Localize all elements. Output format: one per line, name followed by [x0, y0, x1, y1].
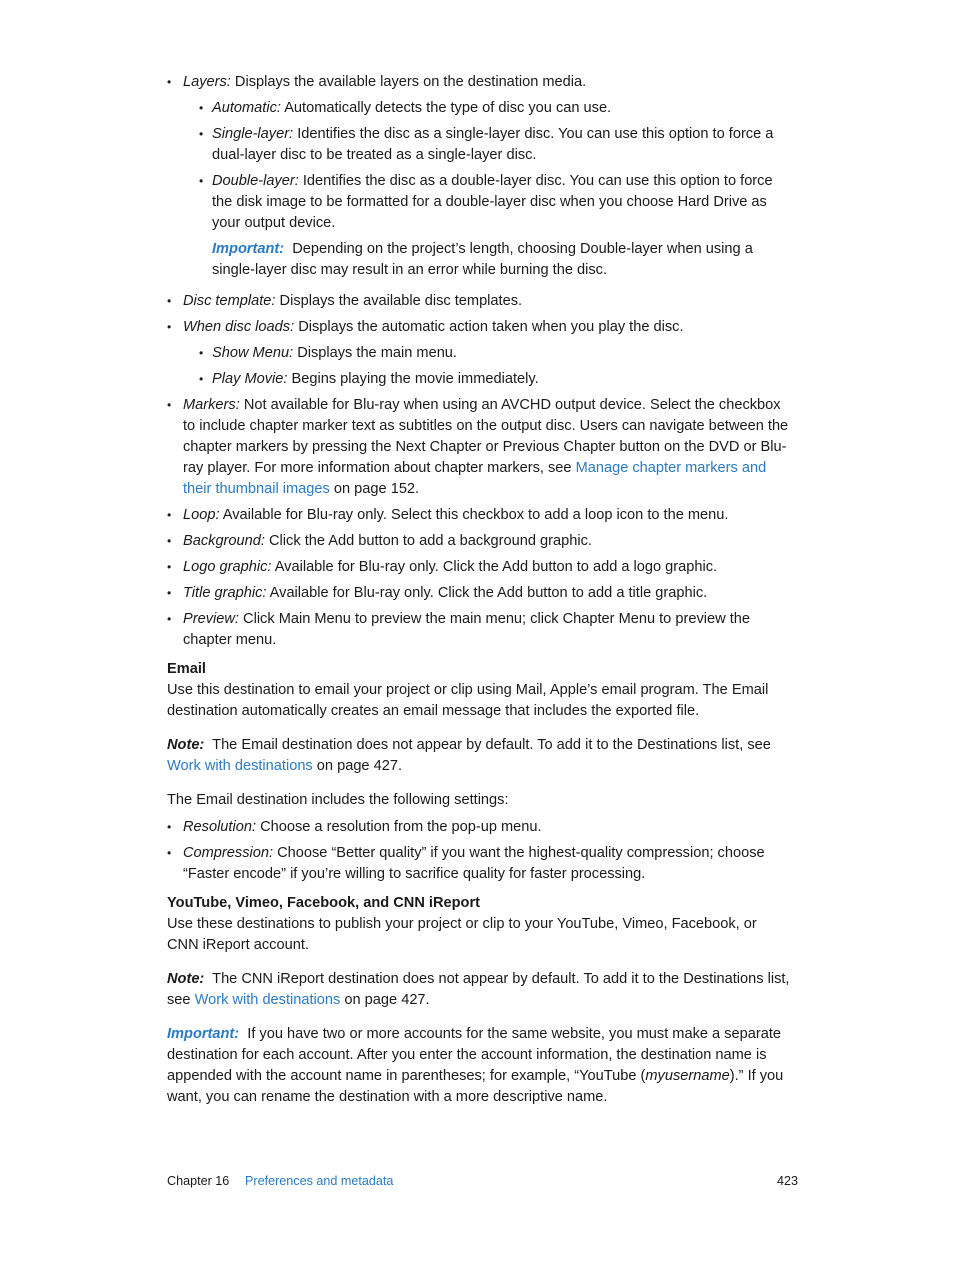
term-disc-template: Disc template: [183, 293, 276, 309]
email-note [167, 735, 792, 777]
footer-chapter-link[interactable]: Preferences and metadata [245, 1174, 394, 1188]
desc-layers: Displays the available layers on the destination media. [234, 74, 587, 90]
term-automatic: Automatic: [212, 100, 281, 116]
desc-when-disc-loads: Displays the automatic action taken when you play the disc. [298, 319, 684, 335]
term-play-movie: Play Movie: [212, 371, 288, 387]
term-preview: Preview: [183, 611, 239, 627]
note-text: The CNN iReport destination does not appear by default. To add it to the Destinations list, see [167, 971, 790, 1008]
email-settings-list [167, 817, 792, 885]
term-title-graphic: Title graphic: [183, 585, 267, 601]
load-options-list [183, 343, 792, 390]
list-item-layers [167, 72, 792, 281]
term-background: Background: [183, 533, 265, 549]
desc-logo-graphic: Available for Blu-ray only. Click the Add button to add a logo graphic. [274, 559, 718, 575]
term-show-menu: Show Menu: [212, 345, 294, 361]
desc-double-layer: Identifies the disc as a double-layer disc. You can use this option to force the disk image to be formatted for a double-layer disc when you choose Hard Drive as your output device. [212, 173, 773, 231]
important-label: Important: [212, 241, 285, 257]
desc-title-graphic: Available for Blu-ray only. Click the Add button to add a title graphic. [269, 585, 708, 601]
content-column [167, 72, 792, 1108]
desc-automatic: Automatically detects the type of disc you can use. [284, 100, 612, 116]
note-label: Note: [167, 971, 205, 987]
list-item-compression [167, 843, 792, 885]
list-item-when-disc-loads [167, 317, 792, 390]
term-single-layer: Single-layer: [212, 126, 294, 142]
link-work-with-destinations[interactable]: Work with destinations [194, 992, 341, 1008]
list-item-markers [167, 395, 792, 500]
desc-show-menu: Displays the main menu. [297, 345, 457, 361]
important-label: Important: [167, 1026, 240, 1042]
term-logo-graphic: Logo graphic: [183, 559, 272, 575]
term-markers: Markers: [183, 397, 240, 413]
markers-page-ref: on page 152. [333, 481, 420, 497]
list-item-show-menu [183, 343, 792, 364]
footer-chapter: Chapter 16 [167, 1174, 230, 1188]
list-item-double-layer [183, 171, 792, 234]
email-intro: Use this destination to email your project or clip using Mail, Apple’s email program. The Email destination automatically creates an email message that includes the exported file. [167, 682, 769, 719]
desc-resolution: Choose a resolution from the pop-up menu. [260, 819, 542, 835]
disc-settings-list [167, 72, 792, 651]
list-item-background [167, 531, 792, 552]
list-item-disc-template [167, 291, 792, 312]
desc-compression: Choose “Better quality” if you want the highest-quality compression; choose “Faster encode” if you’re willing to sacrifice quality for faster processing. [183, 845, 765, 882]
term-compression: Compression: [183, 845, 274, 861]
list-item-preview [167, 609, 792, 651]
important-note-double-layer [183, 239, 792, 281]
list-item-logo-graphic [167, 557, 792, 578]
important-text: Depending on the project’s length, choosing Double-layer when using a single-layer disc may result in an error while burning the disc. [212, 241, 753, 278]
desc-background: Click the Add button to add a background graphic. [269, 533, 592, 549]
desc-play-movie: Begins playing the movie immediately. [291, 371, 539, 387]
note-page-ref: on page 427. [344, 992, 430, 1008]
list-item-single-layer [183, 124, 792, 166]
list-item-automatic [183, 98, 792, 119]
social-note [167, 969, 792, 1011]
desc-disc-template: Displays the available disc templates. [279, 293, 523, 309]
term-loop: Loop: [183, 507, 220, 523]
term-layers: Layers: [183, 74, 231, 90]
note-page-ref: on page 427. [316, 758, 403, 774]
link-manage-chapter-markers[interactable]: Manage chapter markers and their thumbnail images [183, 460, 767, 497]
list-item-play-movie [183, 369, 792, 390]
desc-markers: Not available for Blu-ray when using an AVCHD output device. Select the checkbox to include chapter marker text as subtitles on the output disc. Users can navigate between the chapter markers by pressing the Next Chapter or Previous Chapter button on the DVD or Blu-ray player. For more information about chapter markers, see [183, 397, 789, 476]
social-important [167, 1024, 792, 1108]
note-text: The Email destination does not appear by default. To add it to the Destinations list, see [212, 737, 771, 753]
note-label: Note: [167, 737, 205, 753]
email-settings-intro: The Email destination includes the following settings: [167, 792, 509, 808]
link-work-with-destinations[interactable]: Work with destinations [167, 758, 313, 774]
term-resolution: Resolution: [183, 819, 257, 835]
social-heading: YouTube, Vimeo, Facebook, and CNN iReport [167, 895, 480, 911]
list-item-loop [167, 505, 792, 526]
term-when-disc-loads: When disc loads: [183, 319, 295, 335]
term-double-layer: Double-layer: [212, 173, 299, 189]
email-heading: Email [167, 661, 206, 677]
important-text-b: ).” If you want, you can rename the destination with a more descriptive name. [167, 1068, 784, 1105]
important-text-a: If you have two or more accounts for the same website, you must make a separate destination for each account. After you enter the account information, the destination name is appended with the account name in parentheses; for example, “YouTube ( [167, 1026, 782, 1084]
desc-preview: Click Main Menu to preview the main menu; click Chapter Menu to preview the chapter menu. [183, 611, 750, 648]
list-item-title-graphic [167, 583, 792, 604]
layer-options-list [183, 98, 792, 234]
list-item-resolution [167, 817, 792, 838]
desc-loop: Available for Blu-ray only. Select this checkbox to add a loop icon to the menu. [222, 507, 729, 523]
desc-single-layer: Identifies the disc as a single-layer disc. You can use this option to force a dual-layer disc to be treated as a single-layer disc. [212, 126, 774, 163]
social-intro: Use these destinations to publish your project or clip to your YouTube, Vimeo, Facebook, or CNN iReport account. [167, 916, 757, 953]
page-number: 423 [776, 1174, 798, 1188]
example-username: myusername [645, 1068, 730, 1084]
